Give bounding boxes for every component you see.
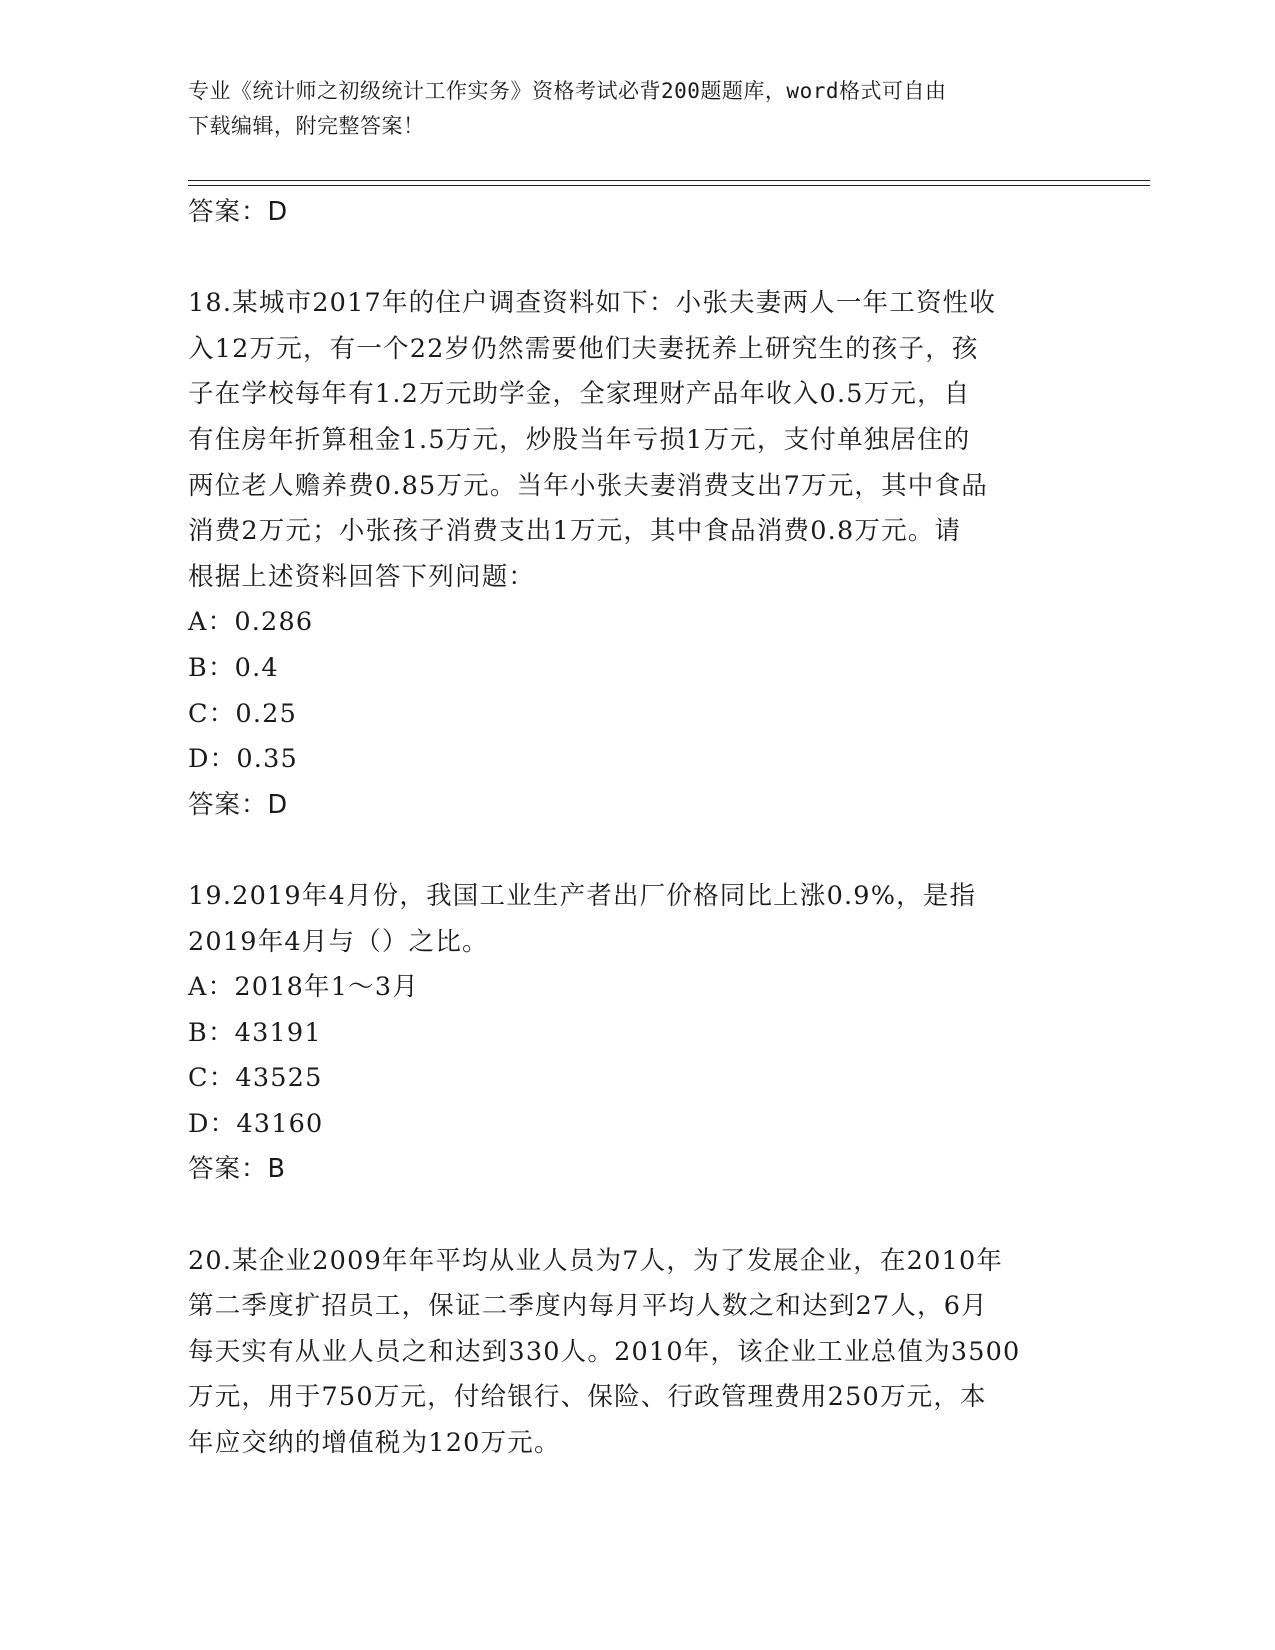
spacer	[188, 236, 1088, 282]
question-18-line-5: 两位老人赡养费0.85万元。当年小张夫妻消费支出7万元，其中食品	[188, 470, 988, 501]
question-18-line-7: 根据上述资料回答下列问题：	[188, 561, 536, 592]
question-18	[188, 281, 1088, 828]
header-line-2: 下载编辑，附完整答案！	[188, 114, 425, 138]
question-20-line-2: 第二季度扩招员工，保证二季度内每月平均人数之和达到27人，6月	[188, 1291, 988, 1322]
question-19-option-b: B：43191	[188, 1017, 322, 1048]
question-20-line-5: 年应交纳的增值税为120万元。	[188, 1428, 561, 1459]
question-18-option-c: C：0.25	[188, 698, 297, 729]
question-18-option-b: B：0.4	[188, 652, 279, 683]
question-20-line-3: 每天实有从业人员之和达到330人。2010年，该企业工业总值为3500	[188, 1336, 1021, 1367]
page-header	[188, 74, 1088, 144]
question-19-option-d: D：43160	[188, 1108, 324, 1139]
header-rule-top	[188, 180, 1150, 181]
header-line-1: 专业《统计师之初级统计工作实务》资格考试必背200题题库，word格式可自由	[188, 79, 947, 103]
question-20-line-1: 20.某企业2009年年平均从业人员为7人，为了发展企业，在2010年	[188, 1245, 1004, 1276]
question-18-line-6: 消费2万元；小张孩子消费支出1万元，其中食品消费0.8万元。请	[188, 516, 962, 547]
question-18-line-2: 入12万元，有一个22岁仍然需要他们夫妻抚养上研究生的孩子，孩	[188, 333, 979, 364]
question-19-line-2: 2019年4月与（）之比。	[188, 926, 489, 957]
question-19-option-c: C：43525	[188, 1063, 323, 1094]
question-19-option-a: A：2018年1～3月	[188, 972, 419, 1003]
question-18-line-4: 有住房年折算租金1.5万元，炒股当年亏损1万元，支付单独居住的	[188, 424, 971, 455]
question-18-answer: 答案：D	[188, 789, 289, 820]
question-20	[188, 1239, 1088, 1467]
spacer	[188, 828, 1088, 874]
question-20-line-4: 万元，用于750万元，付给银行、保险、行政管理费用250万元，本	[188, 1382, 987, 1413]
document-body	[188, 190, 1088, 1467]
spacer	[188, 1193, 1088, 1239]
previous-answer: 答案：D	[188, 197, 289, 227]
header-rule-bottom	[188, 185, 1150, 186]
question-18-line-1: 18.某城市2017年的住户调查资料如下：小张夫妻两人一年工资性收	[188, 288, 997, 319]
question-18-option-a: A：0.286	[188, 607, 314, 638]
question-19	[188, 874, 1088, 1193]
question-19-answer: 答案：B	[188, 1154, 286, 1185]
question-19-line-1: 19.2019年4月份，我国工业生产者出厂价格同比上涨0.9%，是指	[188, 880, 977, 911]
question-18-line-3: 子在学校每年有1.2万元助学金，全家理财产品年收入0.5万元，自	[188, 379, 971, 410]
question-18-option-d: D：0.35	[188, 744, 298, 775]
